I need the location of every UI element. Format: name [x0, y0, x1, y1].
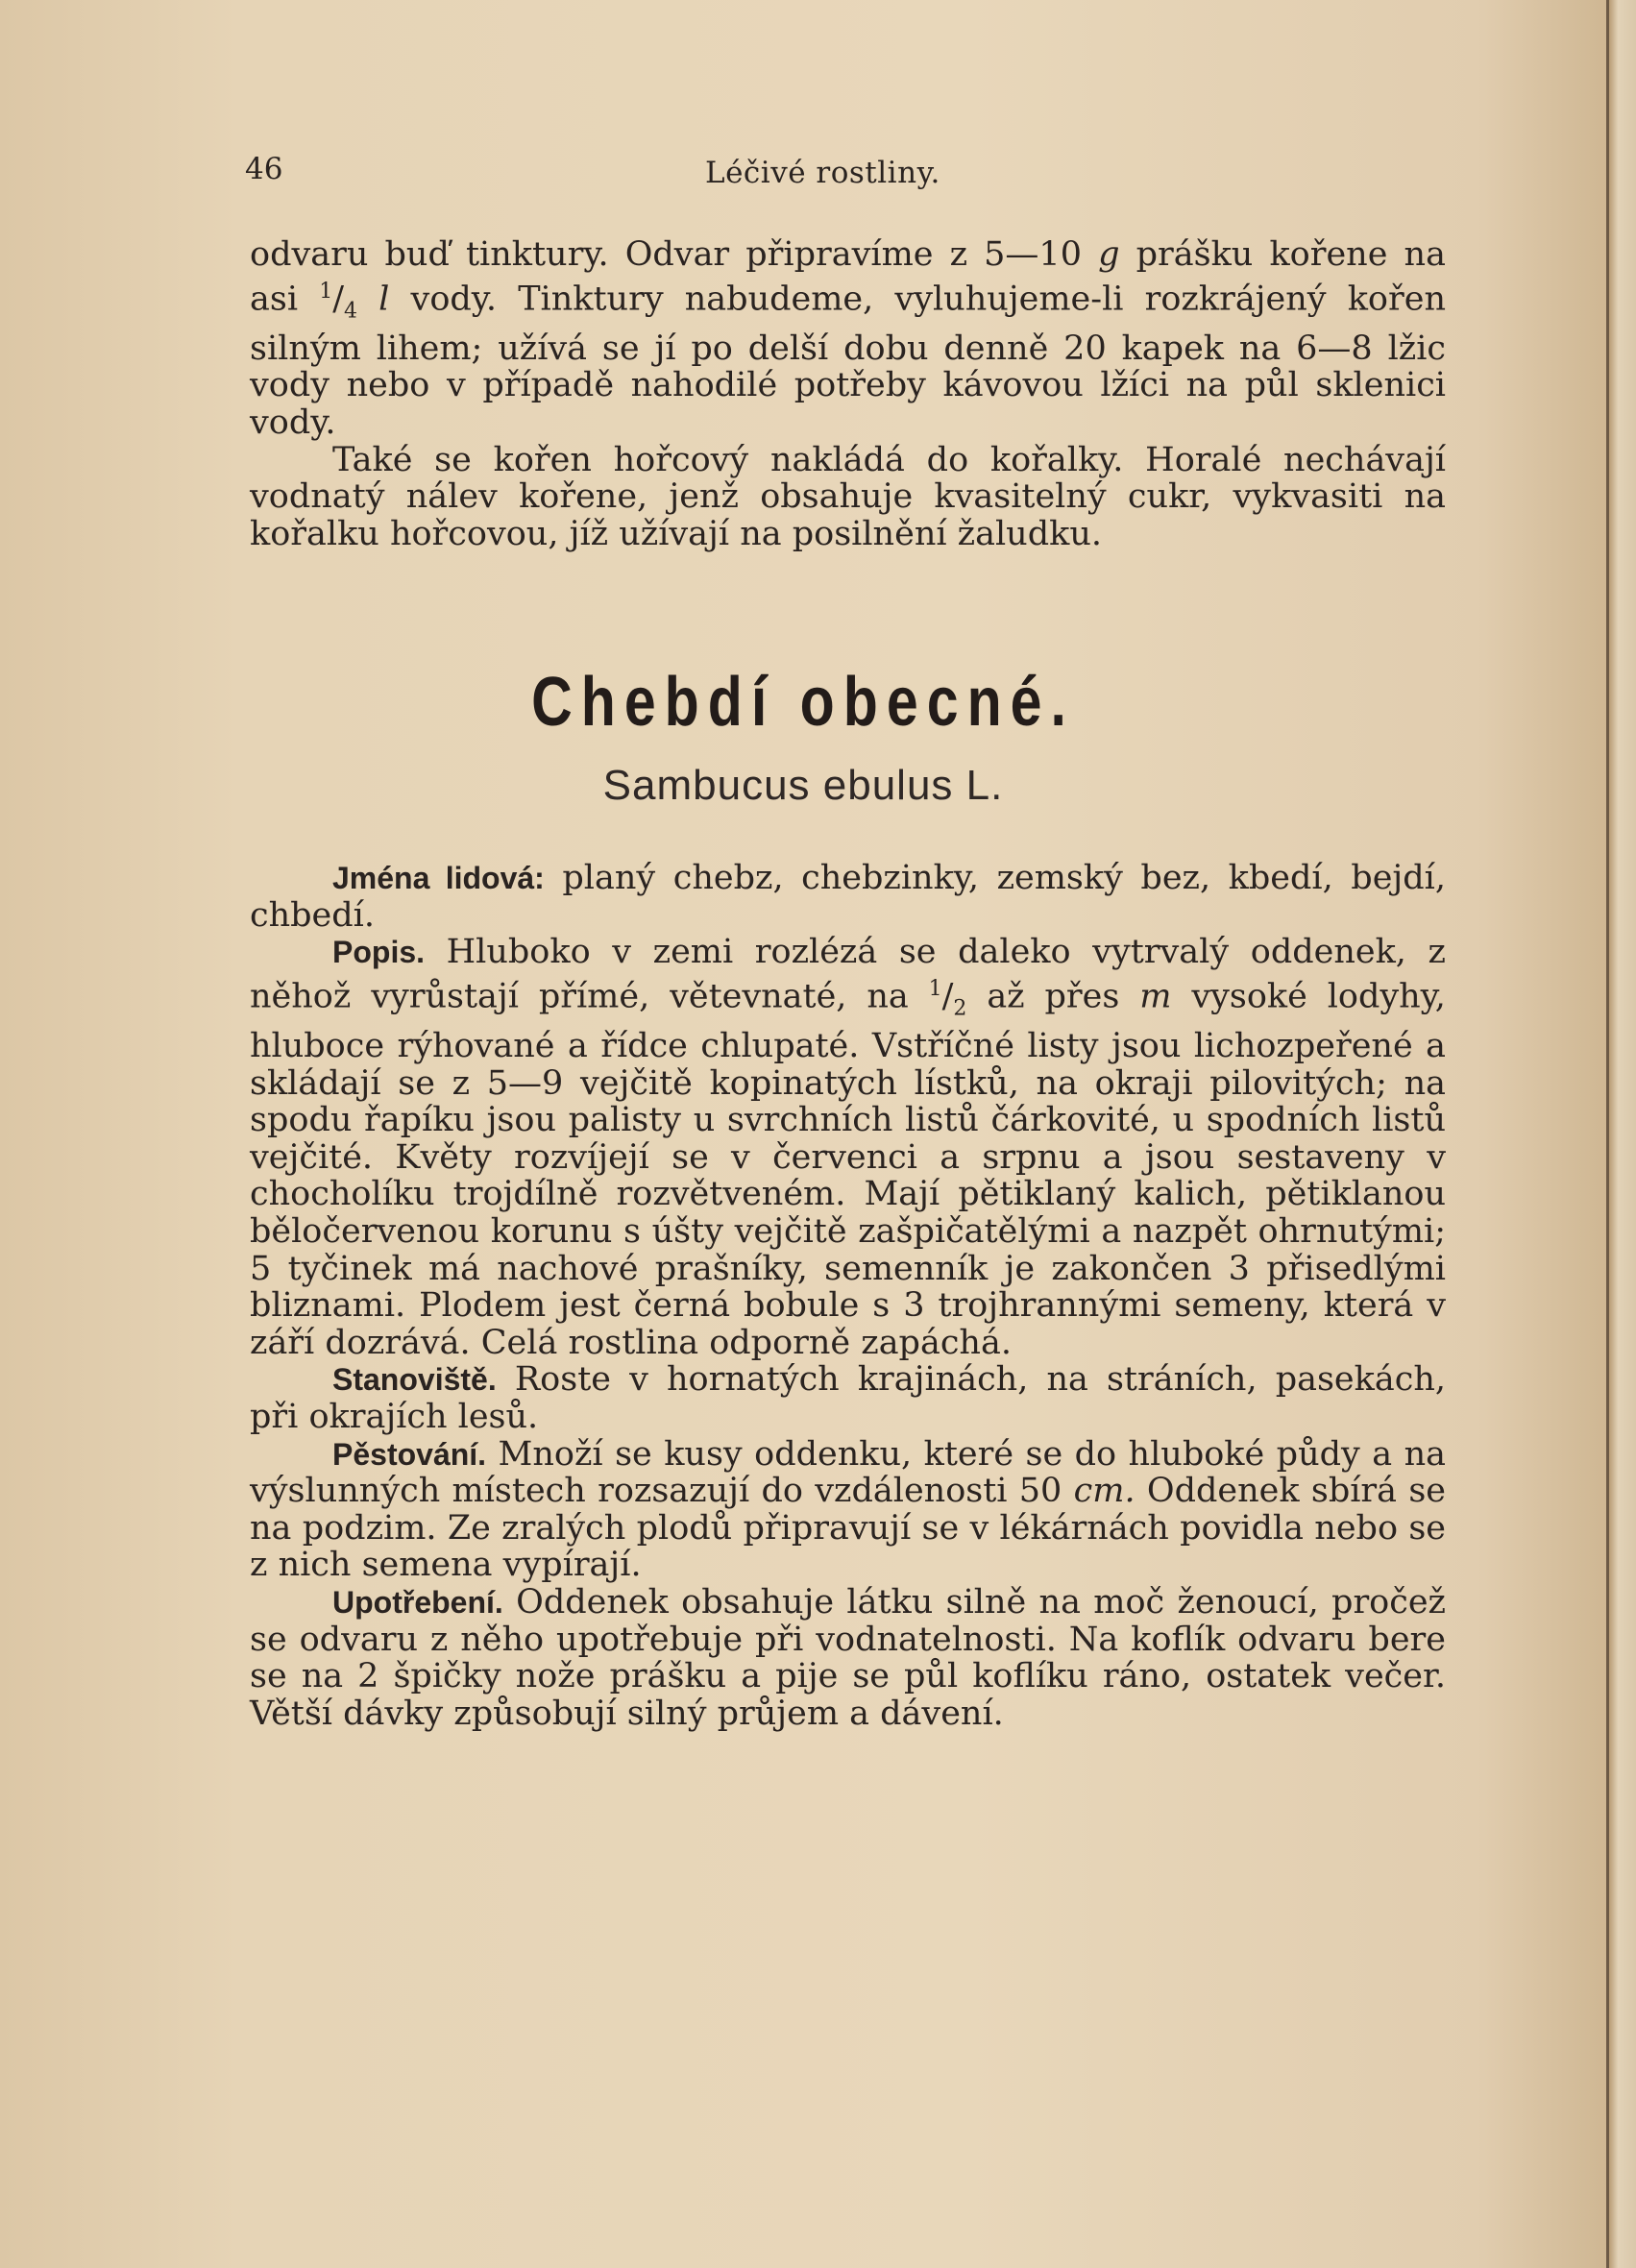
running-title: Léčivé rostliny.	[705, 156, 940, 190]
page-number: 46	[245, 152, 283, 186]
section-label: Upotřebení.	[332, 1584, 503, 1620]
paragraph-popis: Popis. Hluboko v zemi rozlézá se daleko vytrvalý oddenek, z něhož vyrůstají přímé, větevnaté, na $^1/_2$ až přes m vysoké lodyhy, hluboce rýhované a řídce chlupaté. Vstříčné listy jsou lichozpeřené a skládají se z 5—9 vejčitě kopinatých lístků, na okraji pilovitých; na spodu řapíku jsou palisty u svrchních listů čárkovité, u spodních listů vejčité. Květy rozvíjejí se v červenci a srpnu a jsou sestaveny v chocholíku trojdílně rozvětveném. Mají pětiklaný kalich, pětiklanou běločervenou korunu s úšty vejčitě zašpičatělými a nazpět ohrnutými; 5 tyčinek má nachové prašníky, semenník je zakončen 3 přisedlými bliznami. Plodem jest černá bobule s 3 trojhrannými semeny, která v září dozrává. Celá rostlina odporně zapáchá.	[250, 933, 1446, 1362]
latin-name: Sambucus ebulus L.	[602, 762, 1004, 809]
page-header	[0, 152, 1606, 190]
paragraph-stanoviste: Stanoviště. Roste v hornatých krajinách, na stráních, pasekách, při okrajích lesů.	[250, 1360, 1446, 1436]
section-label: Stanoviště.	[332, 1362, 497, 1398]
article-body	[250, 860, 1446, 1732]
paragraph: odvaru buď tinktury. Odvar připravíme z 5—10 g prášku kořene na asi $^1/_4$ l vody. Tinktury nabudeme, vyluhujeme-li rozkrájený kořen silným lihem; užívá se jí po delší dobu denně 20 kapek na 6—8 lžic vody nebo v případě nahodilé potřeby kávovou lžíci na půl sklenici vody.	[250, 235, 1446, 443]
paragraph: Také se kořen hořcový nakládá do kořalky. Horalé nechávají vodnatý nálev kořene, jenž obsahuje kvasitelný cukr, vykvasiti na kořalku hořcovou, jíž užívají na posilnění žaludku.	[250, 440, 1446, 553]
page-edge	[1606, 0, 1636, 2268]
paragraph-upotrebeni: Upotřebení. Oddenek obsahuje látku silně na moč ženoucí, pročež se odvaru z něho upotřebuje při vodnatelnosti. Na koflík odvaru bere se na 2 špičky nože prášku a pije se půl koflíku ráno, ostatek večer. Větší dávky způsobují silný průjem a dávení.	[250, 1582, 1446, 1733]
paragraph-pestovani: Pěstování. Množí se kusy oddenku, které se do hluboké půdy a na výslunných místech rozsazují do vzdálenosti 50 cm. Oddenek sbírá se na podzim. Ze zralých plodů připravují se v lékárnách povidla nebo se z nich semena vypírají.	[250, 1434, 1446, 1585]
continuation-text	[250, 236, 1446, 552]
paragraph-names: Jména lidová: planý chebz, chebzinky, zemský bez, kbedí, bejdí, chbedí.	[250, 859, 1446, 935]
article-title: Chebdí obecné.	[531, 664, 1075, 741]
section-label: Popis.	[332, 935, 426, 970]
section-label: Jména lidová:	[332, 861, 545, 895]
section-label: Pěstování.	[332, 1436, 487, 1472]
